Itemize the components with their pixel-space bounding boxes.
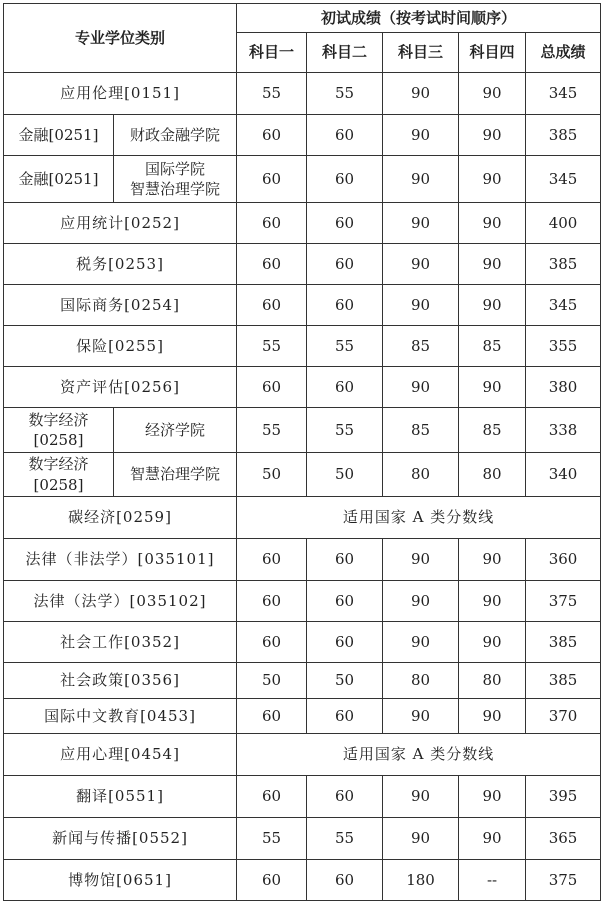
score-subject-3: 90	[383, 818, 459, 860]
table-row	[4, 699, 601, 734]
score-total: 385	[526, 244, 601, 285]
score-subject-2: 60	[307, 539, 383, 581]
subject-2-header: 科目二	[307, 33, 383, 73]
score-subject-3: 90	[383, 203, 459, 244]
score-subject-2: 60	[307, 115, 383, 156]
score-subject-4: 90	[459, 581, 526, 622]
score-subject-1: 60	[237, 367, 307, 408]
score-subject-4: 90	[459, 73, 526, 115]
category-header: 专业学位类别	[4, 4, 237, 73]
degree-label: 博物馆[0651]	[4, 860, 237, 901]
score-subject-2: 60	[307, 244, 383, 285]
score-subject-4: 90	[459, 699, 526, 734]
score-total: 338	[526, 408, 601, 453]
score-subject-4: 90	[459, 776, 526, 818]
score-subject-2: 50	[307, 453, 383, 497]
score-total: 385	[526, 663, 601, 699]
score-subject-1: 55	[237, 818, 307, 860]
score-subject-1: 60	[237, 115, 307, 156]
score-subject-1: 60	[237, 285, 307, 326]
score-subject-3: 90	[383, 539, 459, 581]
subject-4-header: 科目四	[459, 33, 526, 73]
score-subject-3: 80	[383, 663, 459, 699]
score-total: 345	[526, 73, 601, 115]
score-subject-4: 90	[459, 818, 526, 860]
degree-line: 数字经济	[28, 410, 89, 429]
score-subject-2: 60	[307, 776, 383, 818]
degree-label: 翻译[0551]	[4, 776, 237, 818]
score-subject-1: 60	[237, 776, 307, 818]
score-subject-4: 90	[459, 156, 526, 203]
score-subject-4: 90	[459, 622, 526, 663]
score-subject-3: 90	[383, 581, 459, 622]
degree-label: 税务[0253]	[4, 244, 237, 285]
degree-label	[4, 453, 114, 497]
degree-label: 法律（非法学）[035101]	[4, 539, 237, 581]
degree-label: 金融[0251]	[4, 115, 114, 156]
score-subject-1: 60	[237, 622, 307, 663]
score-subject-1: 50	[237, 453, 307, 497]
score-subject-1: 55	[237, 326, 307, 367]
subject-3-header: 科目三	[383, 33, 459, 73]
score-table	[3, 3, 601, 901]
table-row	[4, 818, 601, 860]
degree-label: 应用统计[0252]	[4, 203, 237, 244]
degree-label: 新闻与传播[0552]	[4, 818, 237, 860]
score-total: 375	[526, 581, 601, 622]
score-subject-3: 90	[383, 244, 459, 285]
table-row	[4, 156, 601, 203]
score-subject-2: 60	[307, 860, 383, 901]
table-row	[4, 581, 601, 622]
degree-label: 保险[0255]	[4, 326, 237, 367]
table-row	[4, 860, 601, 901]
score-subject-3: 80	[383, 453, 459, 497]
degree-line: [0258]	[33, 431, 84, 449]
table-row	[4, 244, 601, 285]
score-total: 345	[526, 156, 601, 203]
degree-line: 数字经济	[28, 455, 89, 474]
table-row	[4, 115, 601, 156]
score-subject-3: 90	[383, 699, 459, 734]
table-row	[4, 285, 601, 326]
score-subject-2: 60	[307, 367, 383, 408]
cutoff-note: 适用国家 A 类分数线	[237, 497, 601, 539]
score-subject-4: 80	[459, 663, 526, 699]
score-total: 370	[526, 699, 601, 734]
score-subject-4: 85	[459, 326, 526, 367]
score-subject-1: 60	[237, 860, 307, 901]
score-subject-2: 60	[307, 203, 383, 244]
score-subject-2: 55	[307, 326, 383, 367]
table-row	[4, 367, 601, 408]
score-subject-3: 85	[383, 408, 459, 453]
score-subject-3: 85	[383, 326, 459, 367]
score-subject-3: 90	[383, 367, 459, 408]
score-subject-3: 180	[383, 860, 459, 901]
table-row	[4, 73, 601, 115]
score-total: 400	[526, 203, 601, 244]
score-subject-1: 60	[237, 203, 307, 244]
score-subject-4: 90	[459, 285, 526, 326]
score-subject-3: 90	[383, 285, 459, 326]
college-line: 智慧治理学院	[130, 180, 221, 198]
score-subject-4: --	[459, 860, 526, 901]
degree-label	[4, 408, 114, 453]
score-subject-2: 60	[307, 156, 383, 203]
college-line: 国际学院	[145, 159, 206, 178]
score-total: 365	[526, 818, 601, 860]
score-subject-3: 90	[383, 73, 459, 115]
header-row-1	[4, 4, 601, 33]
score-subject-1: 60	[237, 244, 307, 285]
score-subject-4: 90	[459, 539, 526, 581]
degree-line: [0258]	[33, 475, 84, 494]
score-total: 385	[526, 115, 601, 156]
degree-label: 社会政策[0356]	[4, 663, 237, 699]
score-subject-2: 50	[307, 663, 383, 699]
score-total: 385	[526, 622, 601, 663]
score-subject-2: 55	[307, 818, 383, 860]
score-subject-1: 60	[237, 539, 307, 581]
score-subject-4: 90	[459, 367, 526, 408]
degree-label: 国际商务[0254]	[4, 285, 237, 326]
table-row	[4, 203, 601, 244]
table-row	[4, 663, 601, 699]
score-group-header: 初试成绩（按考试时间顺序）	[237, 4, 601, 33]
score-subject-2: 60	[307, 581, 383, 622]
table-row	[4, 776, 601, 818]
score-total: 395	[526, 776, 601, 818]
score-subject-4: 90	[459, 203, 526, 244]
score-subject-3: 90	[383, 115, 459, 156]
score-subject-3: 90	[383, 622, 459, 663]
score-subject-1: 60	[237, 156, 307, 203]
table-row	[4, 497, 601, 539]
table-row	[4, 408, 601, 453]
score-subject-1: 50	[237, 663, 307, 699]
subject-1-header: 科目一	[237, 33, 307, 73]
college-label: 财政金融学院	[114, 115, 237, 156]
score-subject-3: 90	[383, 156, 459, 203]
score-subject-2: 60	[307, 622, 383, 663]
score-subject-1: 55	[237, 73, 307, 115]
table-row	[4, 622, 601, 663]
score-total: 375	[526, 860, 601, 901]
score-subject-1: 60	[237, 699, 307, 734]
college-label: 智慧治理学院	[114, 453, 237, 497]
score-total: 355	[526, 326, 601, 367]
degree-label: 国际中文教育[0453]	[4, 699, 237, 734]
table-row	[4, 734, 601, 776]
degree-label: 金融[0251]	[4, 156, 114, 203]
college-label	[114, 156, 237, 203]
score-total: 380	[526, 367, 601, 408]
degree-label: 资产评估[0256]	[4, 367, 237, 408]
cutoff-note: 适用国家 A 类分数线	[237, 734, 601, 776]
table-row	[4, 539, 601, 581]
degree-label: 碳经济[0259]	[4, 497, 237, 539]
score-subject-2: 55	[307, 73, 383, 115]
score-subject-2: 60	[307, 699, 383, 734]
score-subject-2: 55	[307, 408, 383, 453]
total-header: 总成绩	[526, 33, 601, 73]
score-subject-3: 90	[383, 776, 459, 818]
score-subject-4: 90	[459, 115, 526, 156]
score-subject-4: 90	[459, 244, 526, 285]
score-total: 360	[526, 539, 601, 581]
degree-label: 法律（法学）[035102]	[4, 581, 237, 622]
score-total: 340	[526, 453, 601, 497]
score-subject-2: 60	[307, 285, 383, 326]
table-row	[4, 326, 601, 367]
score-subject-1: 55	[237, 408, 307, 453]
table-row	[4, 453, 601, 497]
score-subject-1: 60	[237, 581, 307, 622]
score-subject-4: 80	[459, 453, 526, 497]
score-total: 345	[526, 285, 601, 326]
degree-label: 社会工作[0352]	[4, 622, 237, 663]
score-subject-4: 85	[459, 408, 526, 453]
college-label: 经济学院	[114, 408, 237, 453]
degree-label: 应用伦理[0151]	[4, 73, 237, 115]
degree-label: 应用心理[0454]	[4, 734, 237, 776]
